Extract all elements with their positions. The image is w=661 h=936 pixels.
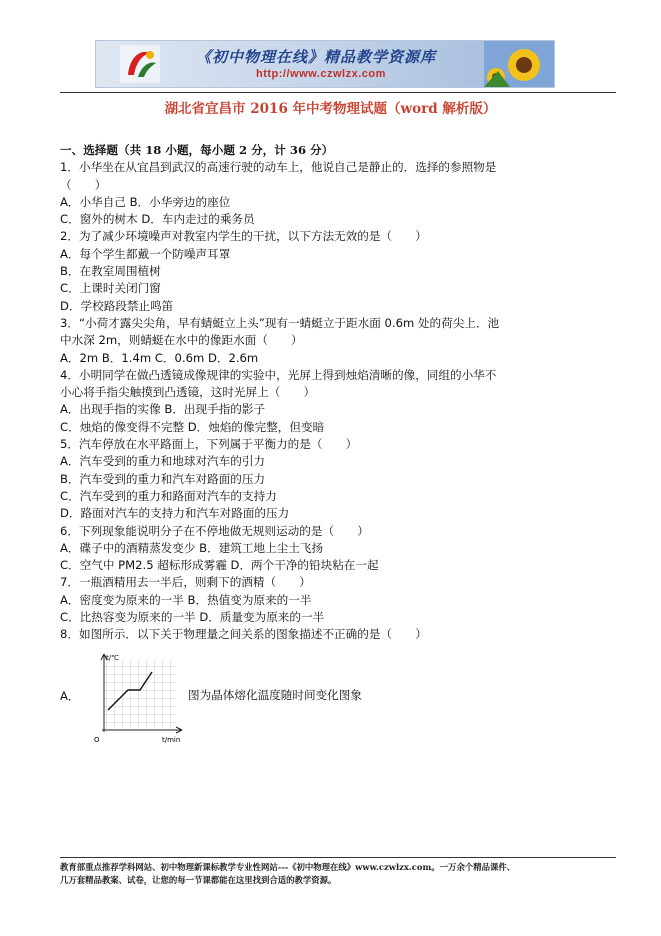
- footer-line: 几万套精品教案、试卷，让您的每一节课都能在这里找到合适的教学资源。: [60, 875, 337, 885]
- question-line: A．小华自己 B．小华旁边的座位: [60, 194, 231, 209]
- page-footer: [60, 861, 616, 887]
- question-line: C．比热容变为原来的一半 D．质量变为原来的一半: [60, 610, 325, 625]
- melting-graph: [90, 650, 186, 745]
- question-line: A．汽车受到的重力和地球对汽车的引力: [60, 454, 266, 469]
- header-banner: [95, 40, 555, 88]
- option-label: A．: [60, 689, 80, 703]
- question-line: C．烛焰的像变得不完整 D．烛焰的像完整，但变暗: [60, 419, 325, 434]
- q8-option-a: [60, 650, 616, 745]
- question-line: 1．小华坐在从宜昌到武汉的高速行驶的动车上，他说自己是静止的．选择的参照物是: [60, 160, 497, 175]
- question-line: B．汽车受到的重力和汽车对路面的压力: [60, 471, 266, 486]
- question-line: C．上课时关闭门窗: [60, 281, 161, 296]
- footer-line: 教育部重点推荐学科网站、初中物理新课标教学专业性网站---《初中物理在线》www.czwlzx.com。一万余个精品课件、: [60, 862, 516, 872]
- question-line: B．在教室周围植树: [60, 264, 161, 279]
- question-line: 2．为了减少环境噪声对教室内学生的干扰，以下方法无效的是（ ）: [60, 229, 427, 244]
- section-heading: 一、选择题（共 18 小题，每小题 2 分，计 36 分）: [60, 143, 334, 157]
- graph-grid: [104, 660, 176, 730]
- question-line: A．2m B．1.4m C．0.6m D．2.6m: [60, 350, 259, 365]
- question-line: A．每个学生都戴一个防噪声耳罩: [60, 246, 231, 261]
- question-line: 小心将手指尖触摸到凸透镜，这时光屏上（ ）: [60, 385, 316, 400]
- banner-title: 《初中物理在线》精品教学资源库: [196, 48, 437, 66]
- sunflower-icon: [484, 41, 554, 87]
- footer-divider: [60, 857, 616, 858]
- question-line: D．学校路段禁止鸣笛: [60, 298, 174, 313]
- question-line: 7．一瓶酒精用去一半后，则剩下的酒精（ ）: [60, 575, 311, 590]
- origin-label: O: [94, 736, 100, 744]
- question-line: 3．“小荷才露尖尖角，早有蜻蜓立上头”现有一蜻蜓立于距水面 0.6m 处的荷尖上．池: [60, 315, 500, 330]
- y-axis-label: t/℃: [106, 654, 119, 662]
- question-line: （ ）: [60, 177, 107, 192]
- site-logo-icon: [120, 45, 160, 83]
- question-line: 6．下列现象能说明分子在不停地做无规则运动的是（ ）: [60, 523, 369, 538]
- question-line: 4．小明同学在做凸透镜成像规律的实验中，光屏上得到烛焰清晰的像，同组的小华不: [60, 367, 497, 382]
- question-line: C．空气中 PM2.5 超标形成雾霾 D．两个干净的铅块粘在一起: [60, 558, 379, 573]
- banner-url[interactable]: http://www.czwlzx.com: [256, 68, 386, 80]
- question-line: A．出现手指的实像 B．出现手指的影子: [60, 402, 266, 417]
- question-body: [60, 142, 616, 644]
- question-line: 5．汽车停放在水平路面上，下列属于平衡力的是（ ）: [60, 437, 358, 452]
- question-line: C．窗外的树木 D．车内走过的乘务员: [60, 212, 255, 227]
- question-line: A．碟子中的酒精蒸发变少 B．建筑工地上尘土飞扬: [60, 540, 324, 555]
- page-title: 湖北省宜昌市 2016 年中考物理试题（word 解析版）: [164, 101, 497, 117]
- question-line: C．汽车受到的重力和路面对汽车的支持力: [60, 488, 277, 503]
- question-line: D．路面对汽车的支持力和汽车对路面的压力: [60, 506, 290, 521]
- question-line: 8．如图所示．以下关于物理量之间关系的图象描述不正确的是（ ）: [60, 627, 427, 642]
- x-axis-label: t/min: [162, 736, 181, 744]
- option-description: 图为晶体熔化温度随时间变化图象: [188, 688, 362, 702]
- header-divider: [60, 92, 616, 93]
- question-line: 中水深 2m，则蜻蜓在水中的像距水面（ ）: [60, 333, 303, 348]
- question-line: A．密度变为原来的一半 B．热值变为原来的一半: [60, 592, 312, 607]
